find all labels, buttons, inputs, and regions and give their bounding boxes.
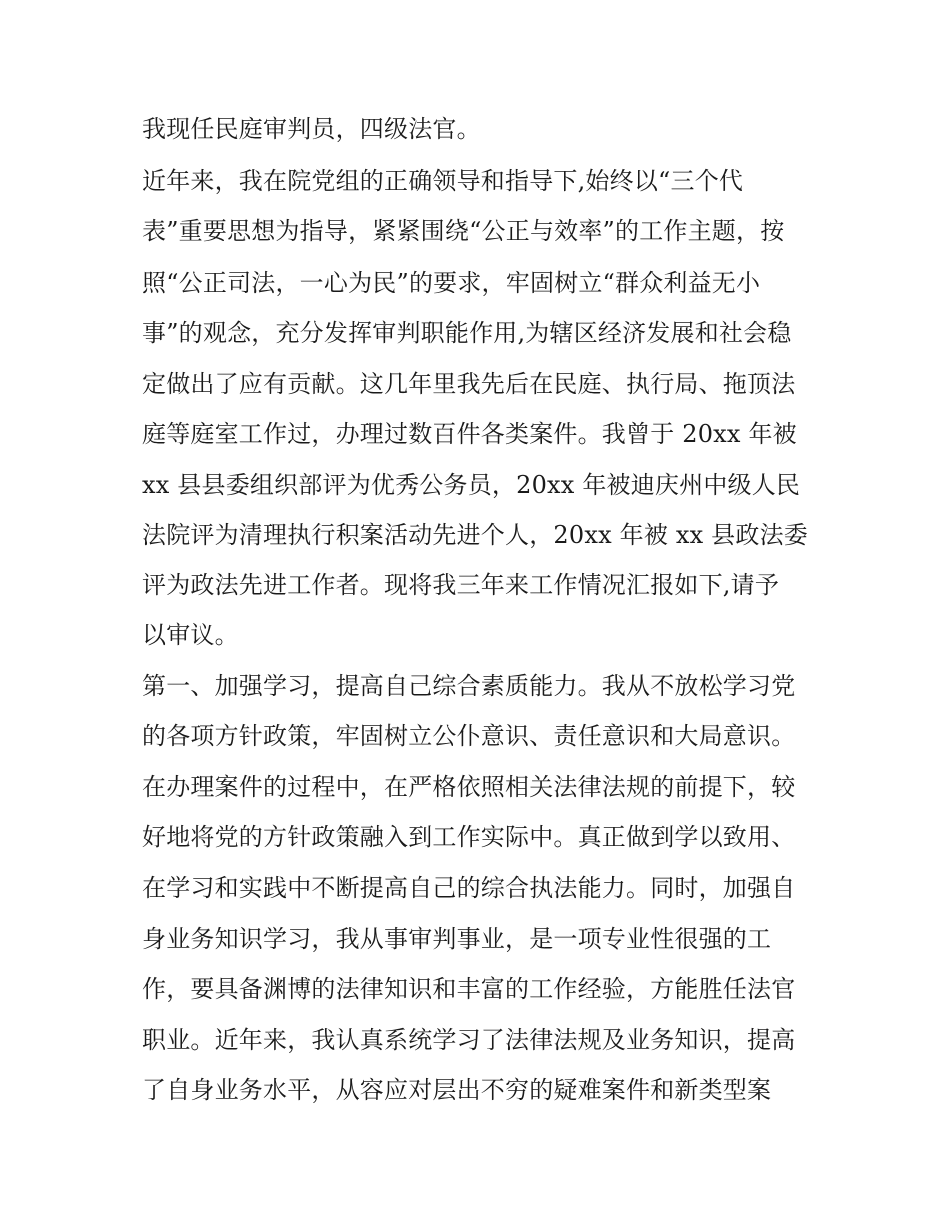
text-line: 的各项方针政策，牢固树立公仆意识、责任意识和大局意识。 xyxy=(142,722,796,750)
text-line: 以审议。 xyxy=(142,621,239,649)
text-line: 了自身业务水平，从容应对层出不穷的疑难案件和新类型案 xyxy=(142,1076,772,1104)
text-line: 庭等庭室工作过，办理过数百件各类案件。我曾于 20xx 年被 xyxy=(142,420,797,448)
text-line: 作，要具备渊博的法律知识和丰富的工作经验，方能胜任法官 xyxy=(142,975,796,1003)
text-line: 评为政法先进工作者。现将我三年来工作情况汇报如下,请予 xyxy=(142,571,780,599)
text-line: 照“公正司法，一心为民”的要求，牢固树立“群众利益无小 xyxy=(142,269,761,297)
text-line: 我现任民庭审判员，四级法官。 xyxy=(142,115,481,143)
text-line: 职业。近年来，我认真系统学习了法律法规及业务知识，提高 xyxy=(142,1026,796,1054)
text-line: 事”的观念，充分发挥审判职能作用,为辖区经济发展和社会稳 xyxy=(142,319,792,347)
text-line: 近年来，我在院党组的正确领导和指导下,始终以“三个代 xyxy=(142,167,744,195)
text-line: 定做出了应有贡献。这几年里我先后在民庭、执行局、拖顶法 xyxy=(142,370,796,398)
text-line: 身业务知识学习，我从事审判事业，是一项专业性很强的工 xyxy=(142,925,772,953)
text-line: 在办理案件的过程中，在严格依照相关法律法规的前提下，较 xyxy=(142,773,796,801)
text-line: 第一、加强学习，提高自己综合素质能力。我从不放松学习党 xyxy=(142,672,796,700)
text-line: 在学习和实践中不断提高自己的综合执法能力。同时，加强自 xyxy=(142,874,796,902)
text-line: 法院评为清理执行积案活动先进个人，20xx 年被 xx 县政法委 xyxy=(142,521,808,549)
text-line: 好地将党的方针政策融入到工作实际中。真正做到学以致用、 xyxy=(142,823,796,851)
text-line: 表”重要思想为指导，紧紧围绕“公正与效率”的工作主题，按 xyxy=(142,217,785,245)
text-line: xx 县县委组织部评为优秀公务员，20xx 年被迪庆州中级人民 xyxy=(142,471,801,499)
